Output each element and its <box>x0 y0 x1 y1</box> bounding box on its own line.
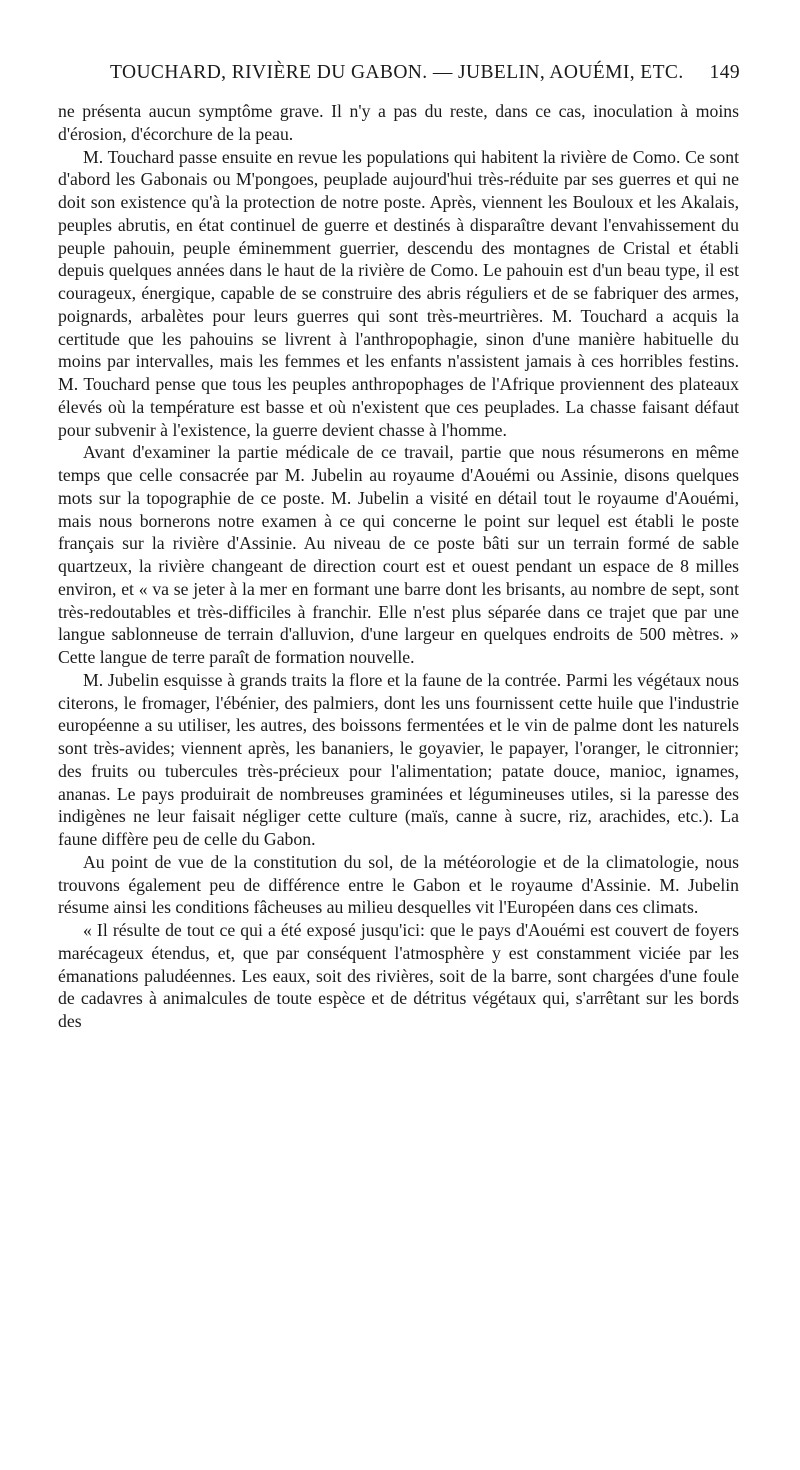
paragraph: Avant d'examiner la partie médicale de ce travail, partie que nous résumerons en même temps que celle consacrée par M. Jubelin au royaume d'Aouémi ou Assinie, disons quelques mots sur la topographie de ce poste. M. Jubelin a visité en détail tout le royaume d'Aouémi, mais nous bornerons notre examen à ce qui concerne le point sur lequel est établi le poste français sur la rivière d'Assinie. Au niveau de ce poste bâti sur un terrain formé de sable quartzeux, la rivière changeant de direction court est et ouest pendant un espace de 8 milles environ, et « va se jeter à la mer en formant une barre dont les brisants, au nombre de sept, sont très-redoutables et très-difficiles à franchir. Elle n'est plus séparée dans ce trajet que par une langue sablonneuse de terrain d'alluvion, d'une largeur en quelques endroits de 500 mètres. » Cette langue de terre paraît de formation nouvelle. <box>58 442 739 667</box>
running-header <box>110 62 740 84</box>
paragraph: Au point de vue de la constitution du sol, de la météorologie et de la climatologie, nous trouvons également peu de différence entre le Gabon et le royaume d'Assinie. M. Jubelin résume ainsi les conditions fâcheuses au milieu desquelles vit l'Européen dans ces climats. <box>58 851 739 918</box>
paragraph: M. Touchard passe ensuite en revue les populations qui habitent la rivière de Como. Ce sont d'abord les Gabonais ou M'pongoes, peuplade aujourd'hui très-réduite par ses guerres et qui ne doit son existence qu'à la protection de notre poste. Après, viennent les Bouloux et les Akalais, peuples abrutis, en état continuel de guerre et destinés à disparaître devant l'envahissement du peuple pahouin, peuple éminemment guerrier, descendu des montagnes de Cristal et établi depuis quelques années dans le haut de la rivière de Como. Le pahouin est d'un beau type, il est courageux, énergique, capable de se construire des abris réguliers et de se fabriquer des armes, poignards, arbalètes pour leurs guerres qui sont très-meurtrières. M. Touchard a acquis la certitude que les pahouins se livrent à l'anthropophagie, sinon d'une manière habituelle du moins par intervalles, mais les femmes et les enfants n'assistent jamais à ces horribles festins. M. Touchard pense que tous les peuples anthropophages de l'Afrique proviennent des plateaux élevés où la température est basse et où n'existent que ces peuplades. La chasse faisant défaut pour subvenir à l'existence, la guerre devient chasse à l'homme. <box>58 146 739 440</box>
body-text <box>58 100 739 1033</box>
header-title: TOUCHARD, RIVIÈRE DU GABON. — JUBELIN, AOUÉMI, ETC. <box>110 62 684 83</box>
paragraph: « Il résulte de tout ce qui a été exposé jusqu'ici: que le pays d'Aouémi est couvert de foyers marécageux étendus, et, que par conséquent l'atmosphère y est constamment viciée par les émanations paludéennes. Les eaux, soit des rivières, soit de la barre, sont chargées d'une foule de cadavres à animalcules de toute espèce et de détritus végétaux qui, s'arrêtant sur les bords des <box>58 920 739 1031</box>
paragraph: M. Jubelin esquisse à grands traits la flore et la faune de la contrée. Parmi les végétaux nous citerons, le fromager, l'ébénier, des palmiers, dont les uns fournissent cette huile que l'industrie européenne a su utiliser, les autres, des boissons fermentées et le vin de palme dont les naturels sont très-avides; viennent après, les bananiers, le goyavier, le papayer, l'oranger, le citronnier; des fruits ou tubercules très-précieux pour l'alimentation; patate douce, manioc, ignames, ananas. Le pays produirait de nombreuses graminées et légumineuses utiles, si la paresse des indigènes ne leur faisait négliger cette culture (maïs, canne à sucre, riz, arachides, etc.). La faune diffère peu de celle du Gabon. <box>58 669 739 849</box>
paragraph: ne présenta aucun symptôme grave. Il n'y a pas du reste, dans ce cas, inoculation à moins d'érosion, d'écorchure de la peau. <box>58 101 739 144</box>
page-number: 149 <box>709 62 740 83</box>
